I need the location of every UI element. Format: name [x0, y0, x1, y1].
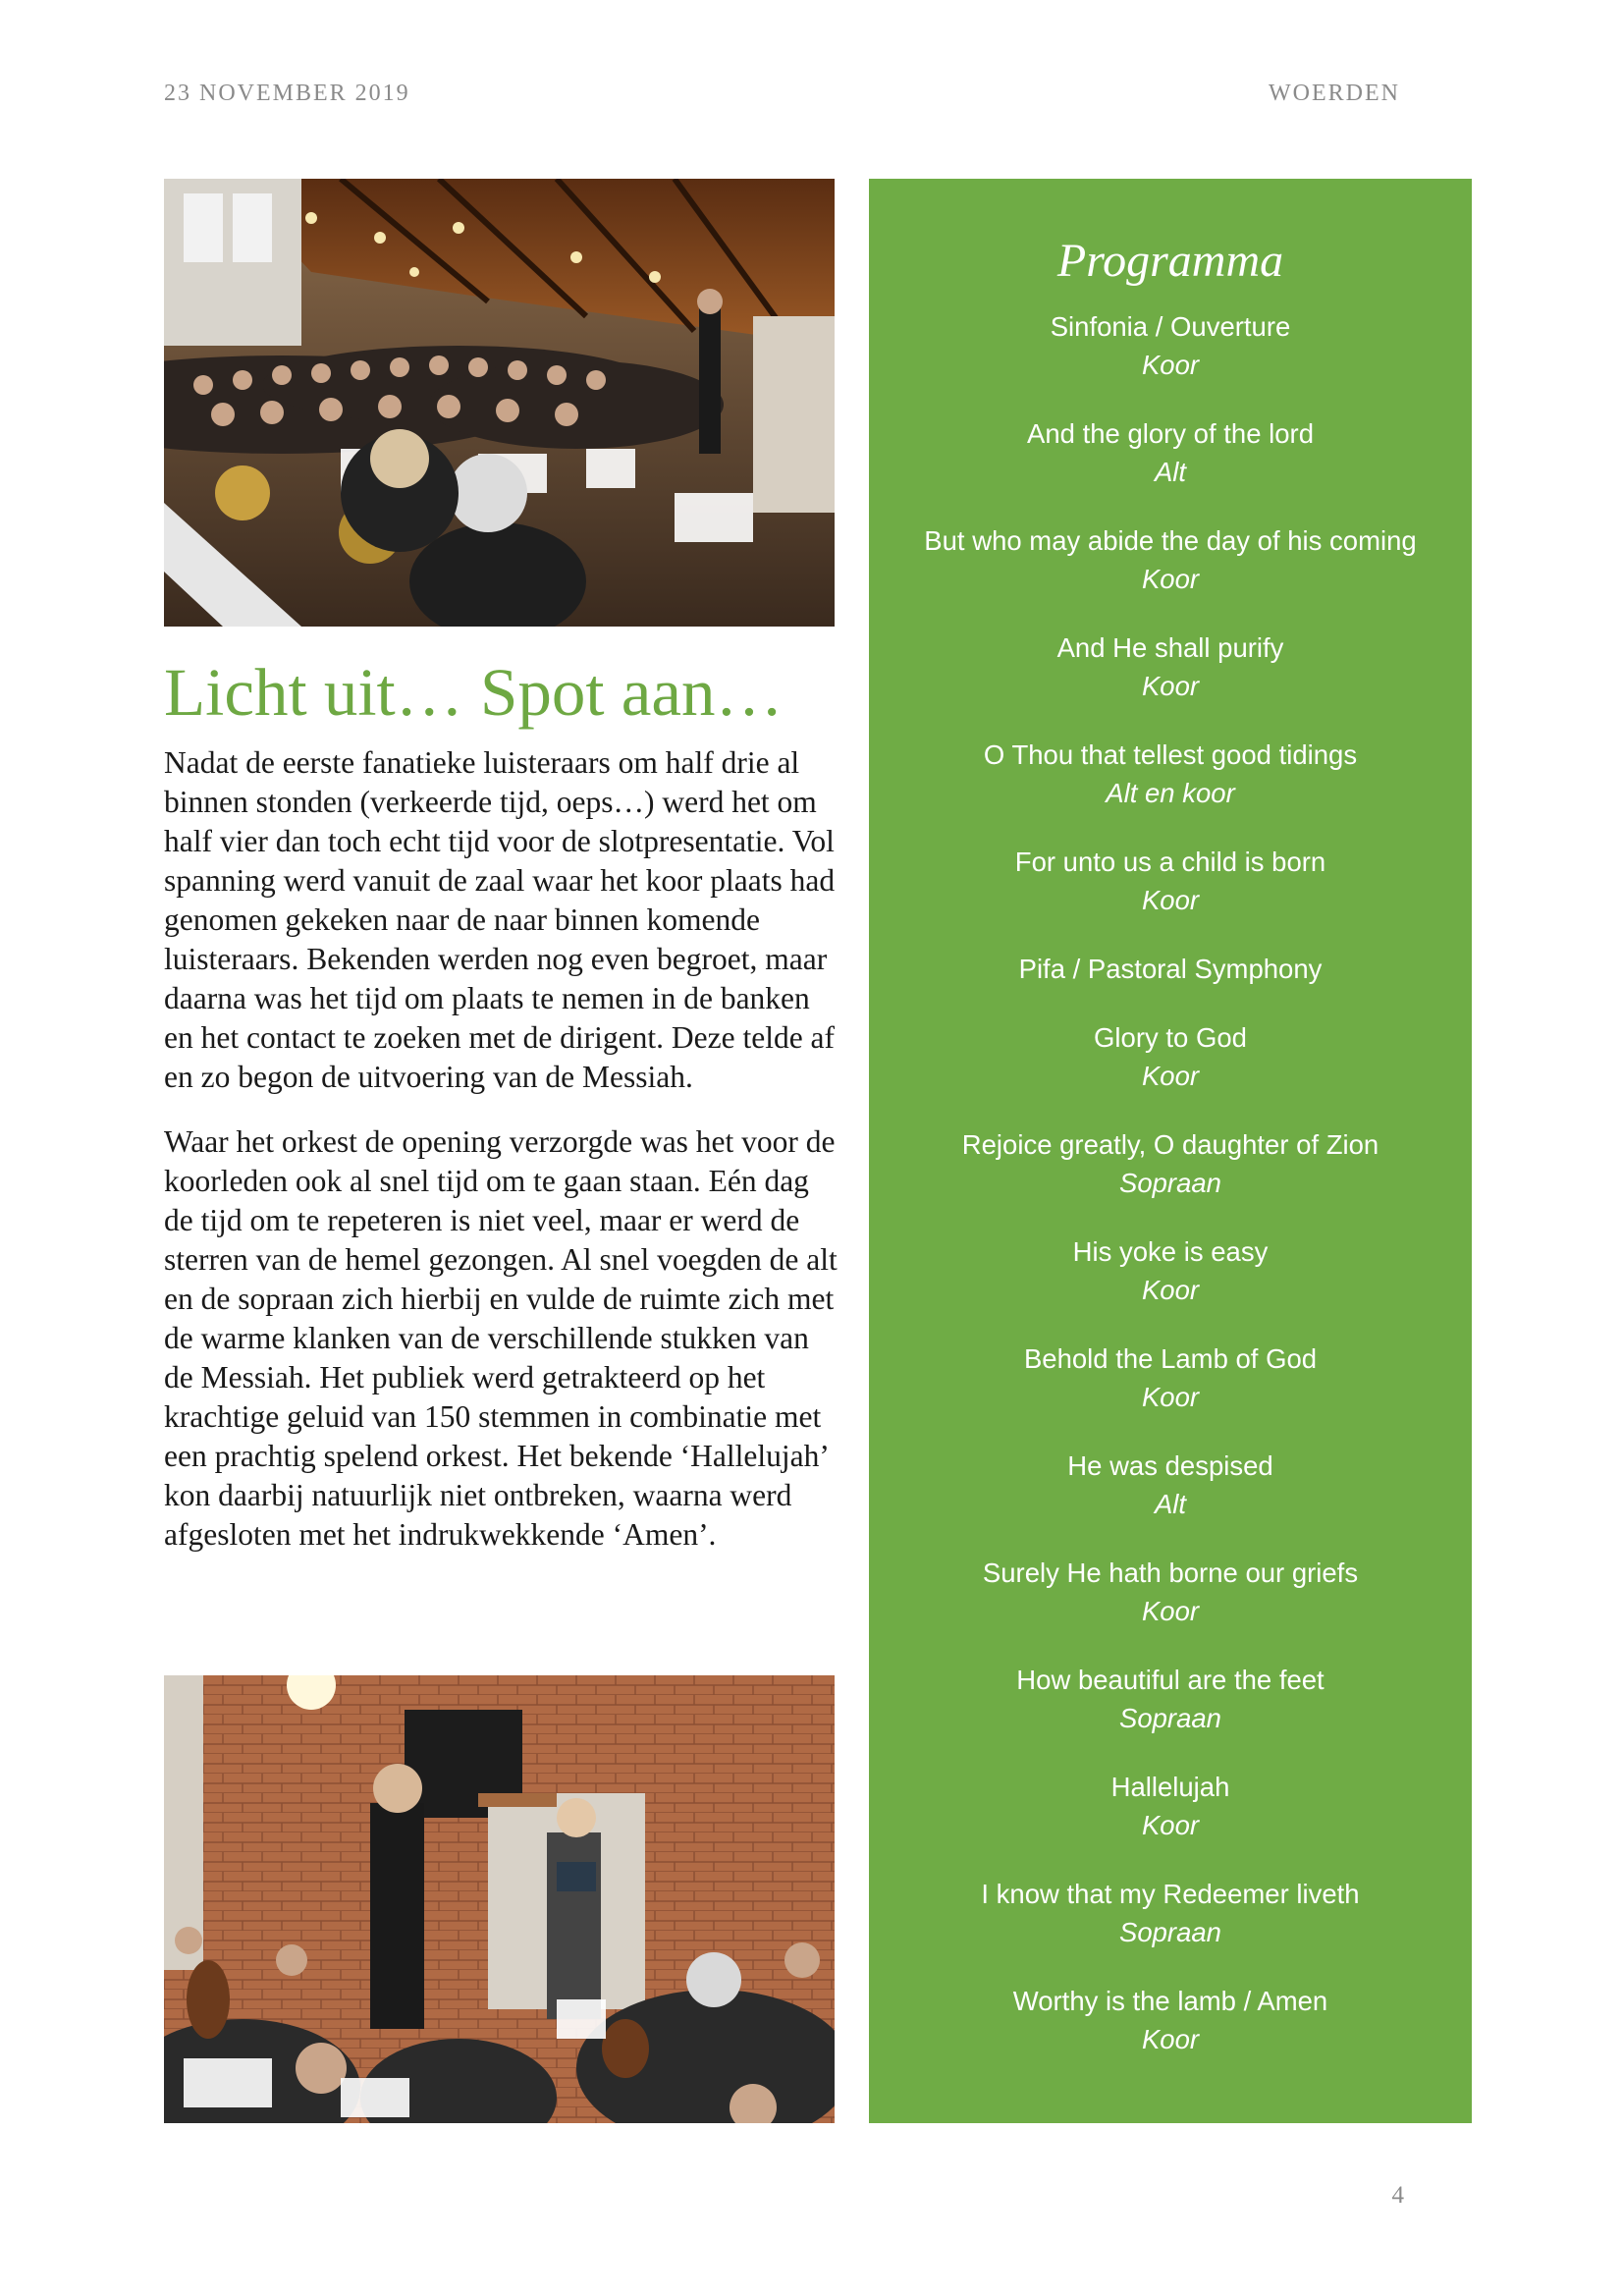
programma-piece: Hallelujah — [1110, 1772, 1230, 1802]
programma-item — [869, 1018, 1472, 1125]
programma-piece: And the glory of the lord — [1027, 418, 1314, 449]
programma-voice: Koor — [1141, 350, 1200, 380]
programma-piece: How beautiful are the feet — [1016, 1665, 1325, 1695]
programma-voice: Alt — [1154, 457, 1187, 487]
programma-piece: Rejoice greatly, O daughter of Zion — [961, 1129, 1379, 1160]
programma-piece: Sinfonia / Ouverture — [1050, 311, 1291, 342]
programma-item — [869, 950, 1472, 1018]
programma-voice: Koor — [1141, 1596, 1200, 1626]
programma-piece: Glory to God — [1094, 1022, 1247, 1053]
programma-item — [869, 414, 1472, 521]
programma-item — [869, 307, 1472, 414]
programma-panel — [869, 179, 1472, 2123]
article-paragraph: Waar het orkest de opening verzorgde was het voor de koorleden ook al snel tijd om te gaan staan. Eén dag de tijd om te repeteren is niet veel, maar er werd de sterren van de hemel gezongen. Al snel voegden de alt en de sopraan zich hierbij en vulde de ruimte zich met de warme klanken van de verschillende stukken van de Messiah. Het publiek werd getrakteerd op het krachtige geluid van 150 stemmen in combinatie met een prachtig spelend orkest. Het bekende ‘Hallelujah’ kon daarbij natuurlijk niet ontbreken, waarna werd afgesloten met het indrukwekkende ‘Amen’. — [164, 1124, 838, 1552]
article-headline: Licht uit… Spot aan… — [164, 655, 784, 730]
programma-voice: Koor — [1141, 2024, 1200, 2054]
programma-voice: Alt — [1154, 1489, 1187, 1519]
conductor-and-soloist-photo — [164, 1675, 835, 2123]
programma-list — [869, 307, 1472, 2089]
programma-piece: For unto us a child is born — [1014, 847, 1326, 877]
header-date: 23 NOVEMBER 2019 — [164, 81, 410, 106]
programma-item — [869, 1661, 1472, 1768]
programma-piece: Behold the Lamb of God — [1023, 1343, 1318, 1374]
programma-item — [869, 1232, 1472, 1339]
programma-piece: And He shall purify — [1056, 632, 1284, 663]
programma-piece: Pifa / Pastoral Symphony — [1018, 954, 1323, 984]
programma-voice: Koor — [1141, 885, 1200, 915]
programma-piece: His yoke is easy — [1072, 1236, 1269, 1267]
programma-voice: Sopraan — [1119, 1703, 1221, 1733]
conductor-and-soloist-photo-icon — [164, 1675, 835, 2123]
programma-item — [869, 1768, 1472, 1875]
programma-item — [869, 1339, 1472, 1447]
programma-piece: I know that my Redeemer liveth — [981, 1879, 1360, 1909]
programma-piece: But who may abide the day of his coming — [924, 525, 1417, 556]
programma-piece: He was despised — [1067, 1450, 1273, 1481]
programma-item — [869, 629, 1472, 736]
programma-voice: Koor — [1141, 1275, 1200, 1305]
choir-and-orchestra-photo — [164, 179, 835, 627]
programma-voice: Alt en koor — [1106, 778, 1235, 808]
programma-item — [869, 1554, 1472, 1661]
programma-piece: O Thou that tellest good tidings — [983, 739, 1358, 770]
programma-item — [869, 1447, 1472, 1554]
programma-voice: Koor — [1141, 1061, 1200, 1091]
header-location: WOERDEN — [1269, 81, 1400, 106]
programma-item — [869, 1125, 1472, 1232]
programma-voice: Koor — [1141, 564, 1200, 594]
programma-piece: Surely He hath borne our griefs — [982, 1558, 1359, 1588]
programma-item — [869, 736, 1472, 843]
article-paragraph: Nadat de eerste fanatieke luisteraars om half drie al binnen stonden (verkeerde tijd, oeps…) werd het om half vier dan toch echt tijd voor de slotpresentatie. Vol spanning werd vanuit de zaal waar het koor plaats had genomen gekeken naar de naar binnen komende luisteraars. Bekenden werden nog even begroet, maar daarna was het tijd om plaats te nemen in de banken en het contact te zoeken met de dirigent. Deze telde af en zo begon de uitvoering van de Messiah. — [164, 745, 836, 1094]
choir-and-orchestra-photo-icon — [164, 179, 835, 627]
programma-title: Programma — [1056, 235, 1284, 287]
programma-voice: Sopraan — [1119, 1917, 1221, 1947]
programma-piece: Worthy is the lamb / Amen — [1012, 1986, 1328, 2016]
article-body — [164, 743, 841, 1580]
programma-voice: Koor — [1141, 671, 1200, 701]
programma-item — [869, 843, 1472, 950]
programma-item — [869, 1982, 1472, 2089]
programma-item — [869, 1875, 1472, 1982]
page-number: 4 — [1391, 2182, 1404, 2209]
programma-item — [869, 521, 1472, 629]
programma-voice: Sopraan — [1119, 1168, 1221, 1198]
programma-voice: Koor — [1141, 1810, 1200, 1840]
programma-voice: Koor — [1141, 1382, 1200, 1412]
